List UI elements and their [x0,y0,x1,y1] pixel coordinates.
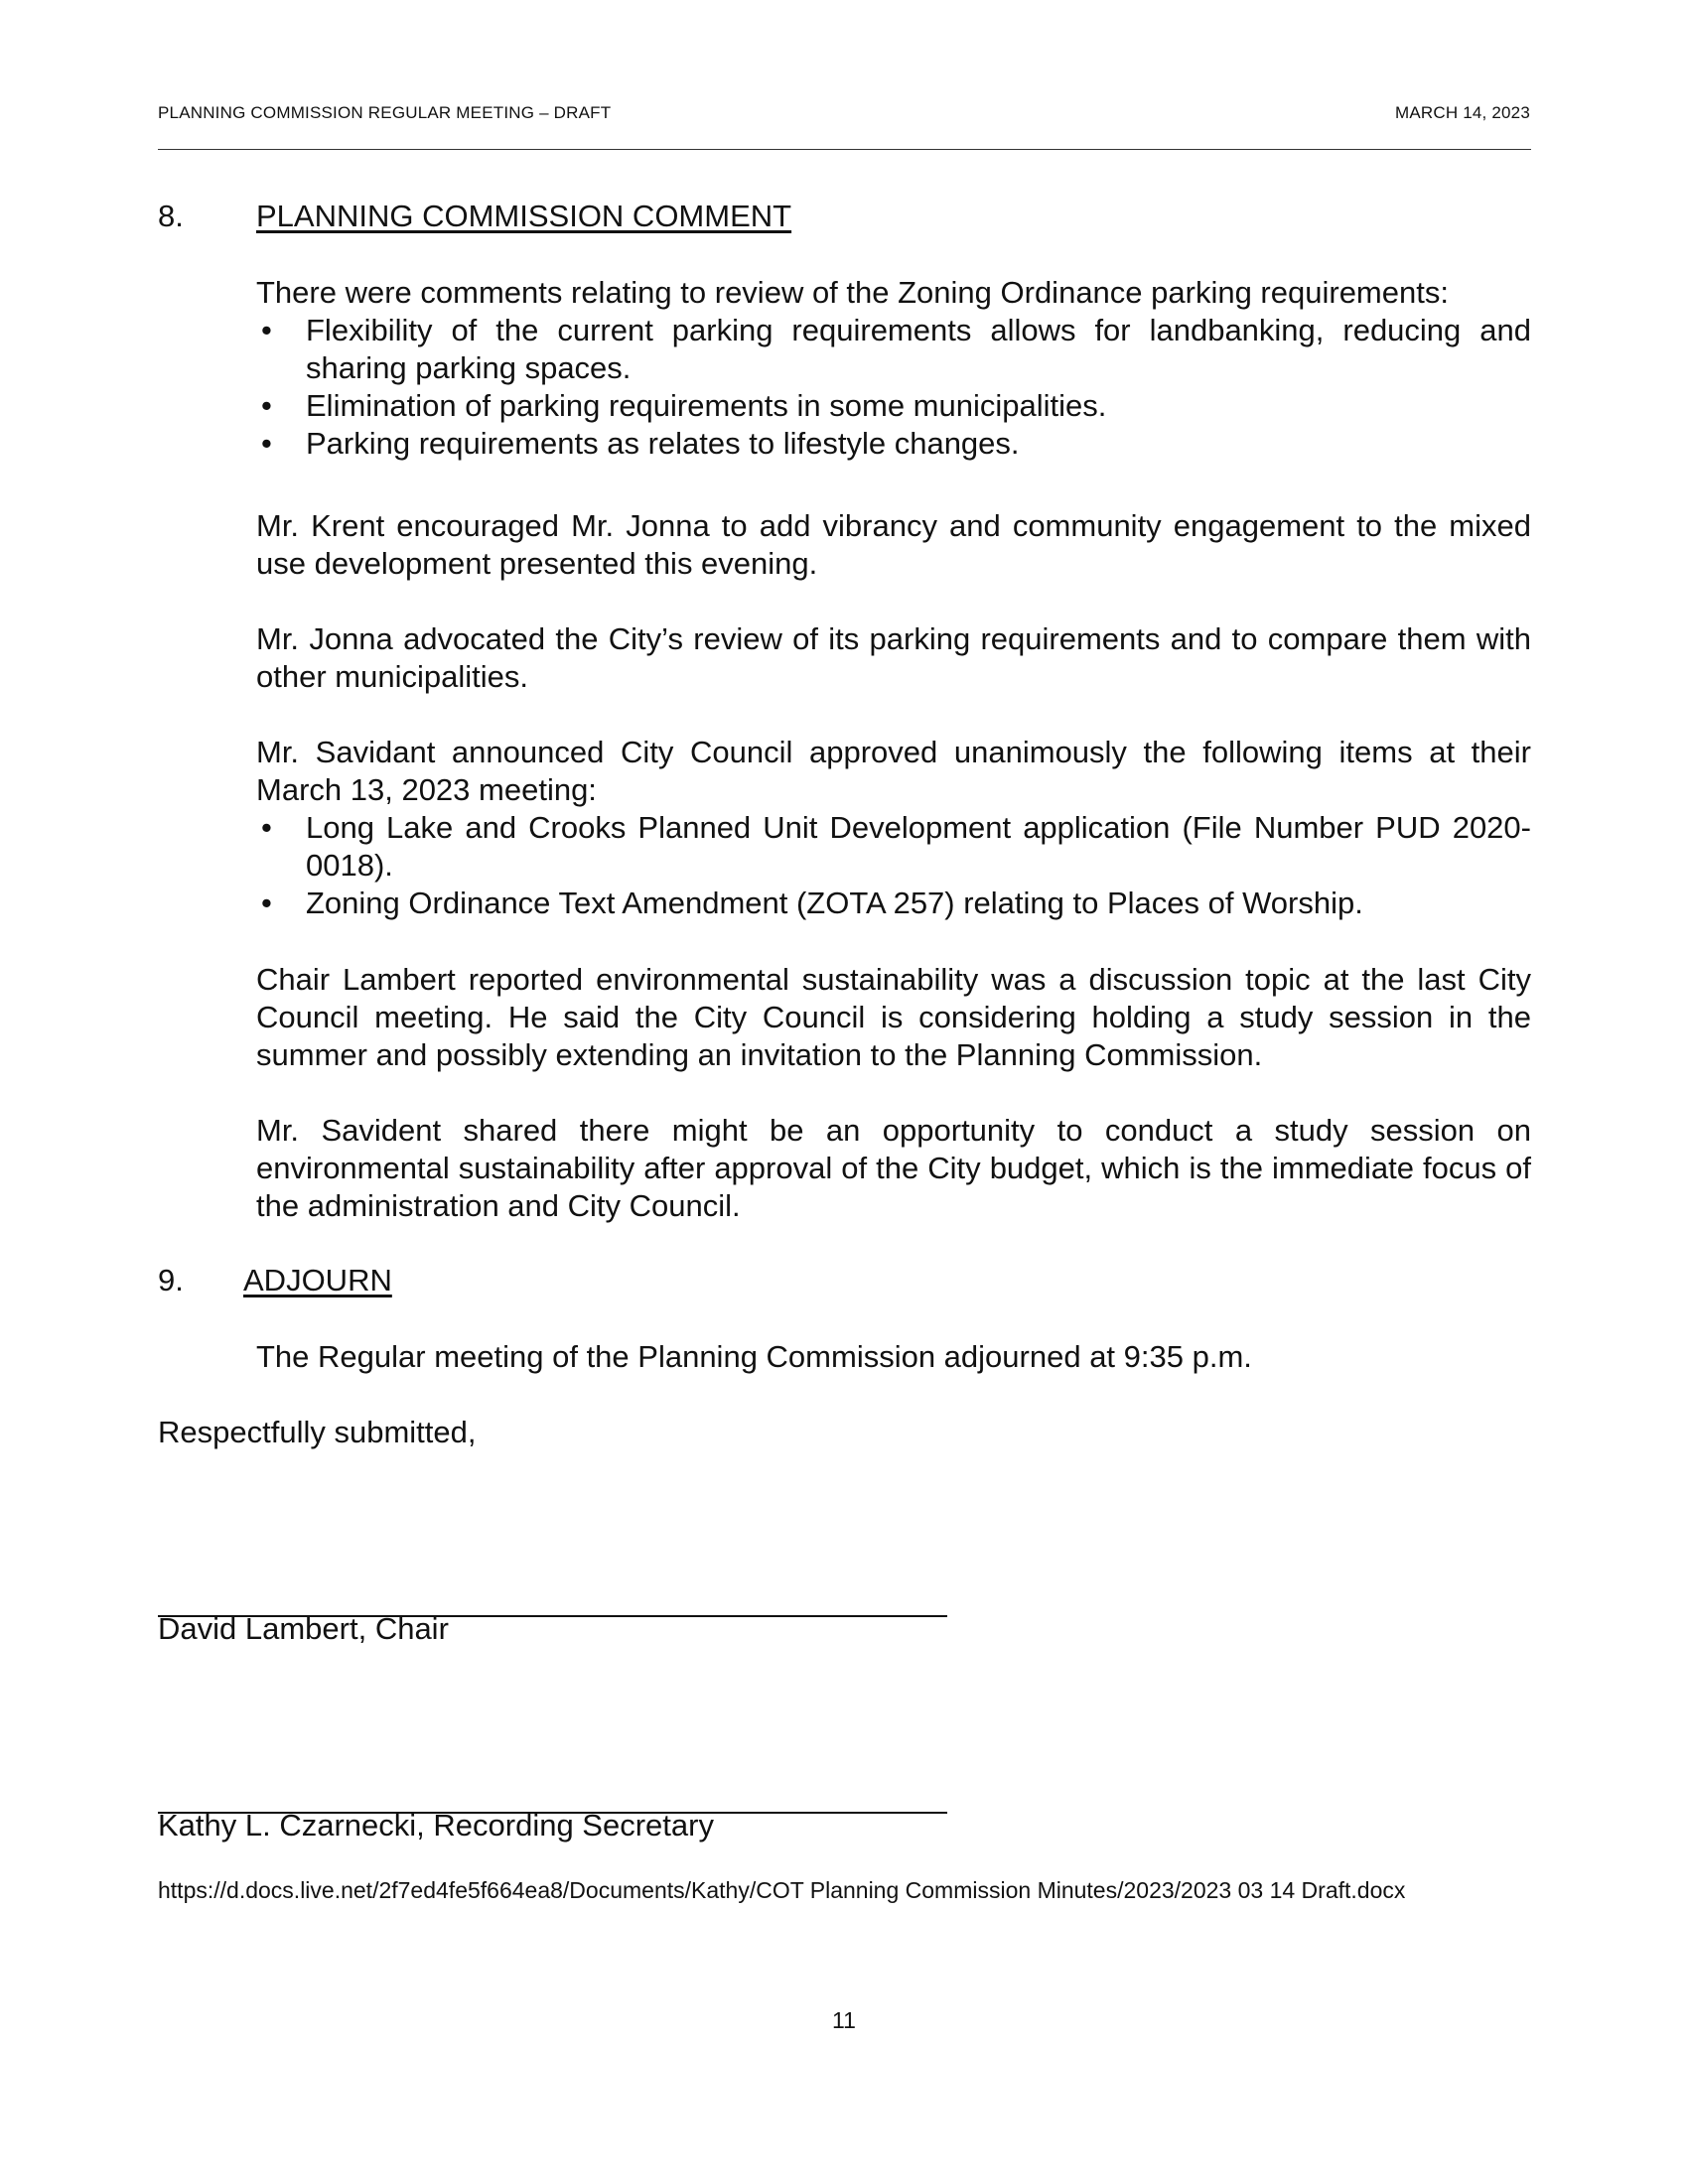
section-8-intro: There were comments relating to review of the Zoning Ordinance parking requirements: [256,275,1449,310]
list-item: • Parking requirements as relates to lifestyle changes. [261,426,1020,461]
paragraph-savidant: Mr. Savidant announced City Council approved unanimously the following items at their March 13, 2023 meeting: [256,735,1531,807]
list-item: • Zoning Ordinance Text Amendment (ZOTA 257) relating to Places of Worship. [261,886,1363,920]
paragraph-savident: Mr. Savident shared there might be an opportunity to conduct a study session on environmental sustainability after approval of the City budget, which is the immediate focus of the administration and City Council. [256,1113,1531,1223]
chair-name: David Lambert, Chair [158,1611,449,1646]
bullet-icon: • [261,886,272,920]
list-item: • Long Lake and Crooks Planned Unit Development application (File Number PUD 2020-0018). [261,810,1531,883]
bullet-icon: • [261,810,272,845]
bullet-icon: • [261,313,272,347]
section-9-number: 9. [158,1263,184,1297]
paragraph-krent: Mr. Krent encouraged Mr. Jonna to add vibrancy and community engagement to the mixed use development presented this evening. [256,508,1531,581]
bullet-icon: • [261,388,272,423]
list-item: • Elimination of parking requirements in some municipalities. [261,388,1107,423]
list-item: • Flexibility of the current parking requirements allows for landbanking, reducing and sharing parking spaces. [261,313,1531,385]
council-items-list [256,809,1531,922]
parking-comments-list [256,312,1531,463]
section-8-title: PLANNING COMMISSION COMMENT [256,199,792,233]
header-date: MARCH 14, 2023 [1394,103,1530,122]
paragraph-jonna: Mr. Jonna advocated the City’s review of its parking requirements and to compare them with other municipalities. [256,621,1531,694]
secretary-name: Kathy L. Czarnecki, Recording Secretary [158,1808,714,1843]
paragraph-lambert: Chair Lambert reported environmental sustainability was a discussion topic at the last City Council meeting. He said the City Council is considering holding a study session in the summer and possibly extending an invitation to the Planning Commission. [256,962,1531,1072]
adjourn-text: The Regular meeting of the Planning Commission adjourned at 9:35 p.m. [256,1339,1252,1374]
header-title: PLANNING COMMISSION REGULAR MEETING – DRAFT [158,103,612,122]
bullet-icon: • [261,426,272,461]
section-8-number: 8. [158,199,184,233]
document-path: https://d.docs.live.net/2f7ed4fe5f664ea8/Documents/Kathy/COT Planning Commission Minutes/2023/2023 03 14 Draft.docx [158,1877,1406,1903]
section-9-title: ADJOURN [243,1263,392,1297]
header-divider [158,149,1531,150]
page-number: 11 [832,2007,856,2033]
closing-text: Respectfully submitted, [158,1415,477,1449]
